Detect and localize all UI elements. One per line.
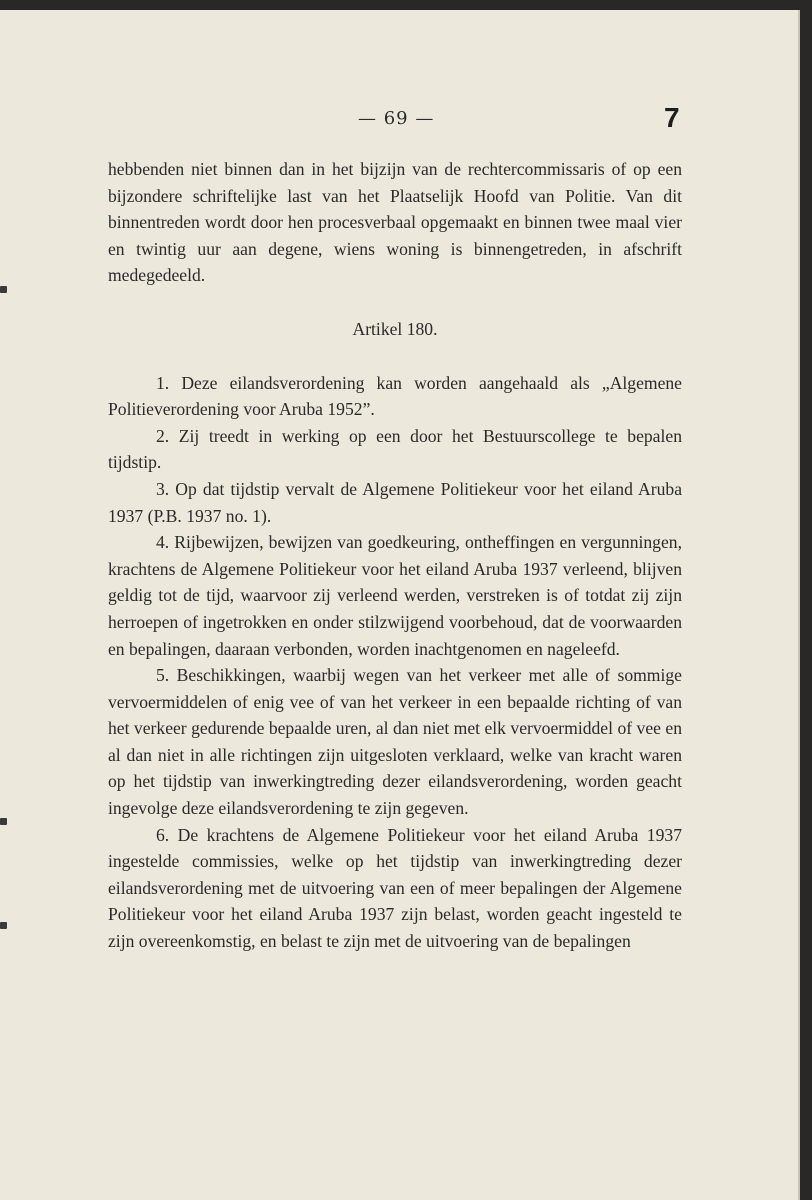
article-item: 1. Deze eilandsverordening kan worden aangehaald als „Algemene Politieverordening voor Aruba 1952”. [108, 372, 682, 420]
page-header [0, 102, 798, 142]
margin-mark [0, 818, 7, 825]
article-item: 6. De krachtens de Algemene Politiekeur voor het eiland Aruba 1937 ingestelde commissies, welke op het tijdstip van inwerkingtreding dezer eilandsverordening met de uitvoering van een of meer bepalingen der Algemene Politiekeur voor het eiland Aruba 1937 zijn belast, worden geacht ingesteld te zijn overeenkomstig, en belast te zijn met de uitvoering van de bepalingen [108, 824, 682, 952]
article-item: 5. Beschikkingen, waarbij wegen van het verkeer met alle of sommige vervoermiddelen of enig vee of van het verkeer in een bepaalde richting of van het verkeer gedurende bepaalde uren, al dan niet met elk vervoermiddel of vee en al dan niet in alle richtingen zijn uitgesloten verklaard, welke van kracht waren op het tijdstip van inwerkingtreding dezer eilandsverordening, worden geacht ingevolge deze eilandsverordening te zijn gegeven. [108, 665, 682, 819]
page-number: — 69 — [358, 108, 435, 129]
document-page [0, 10, 800, 1200]
body-text [108, 156, 682, 955]
article-item: 4. Rijbewijzen, bewijzen van goedkeuring, ontheffingen en vergunningen, krachtens de Algemene Politiekeur voor het eiland Aruba 1937 verleend, blijven geldig tot de tijd, waarvoor zij verleend werden, verstreken is of totdat zij zijn herroepen of ingetrokken en onder stilzwijgend voorbehoud, dat de voorwaarden en bepalingen, daaraan verbonden, worden inachtgenomen en nageleefd. [108, 532, 682, 659]
margin-mark [0, 286, 7, 293]
article-item: 3. Op dat tijdstip vervalt de Algemene Politiekeur voor het eiland Aruba 1937 (P.B. 1937 no. 1). [108, 478, 682, 526]
sheet-number: 7 [664, 102, 680, 133]
article-item: 2. Zij treedt in werking op een door het Bestuurscollege te bepalen tijdstip. [108, 425, 682, 473]
margin-mark [0, 922, 7, 929]
intro-paragraph: hebbenden niet binnen dan in het bijzijn van de rechtercommissaris of op een bijzondere schriftelijke last van het Plaatselijk Hoofd van Politie. Van dit binnentreden wordt door hen procesverbaal opgemaakt en binnen twee maal vier en twintig uur aan degene, wiens woning is binnengetreden, in afschrift medegedeeld. [108, 159, 682, 286]
article-title: Artikel 180. [352, 318, 438, 339]
